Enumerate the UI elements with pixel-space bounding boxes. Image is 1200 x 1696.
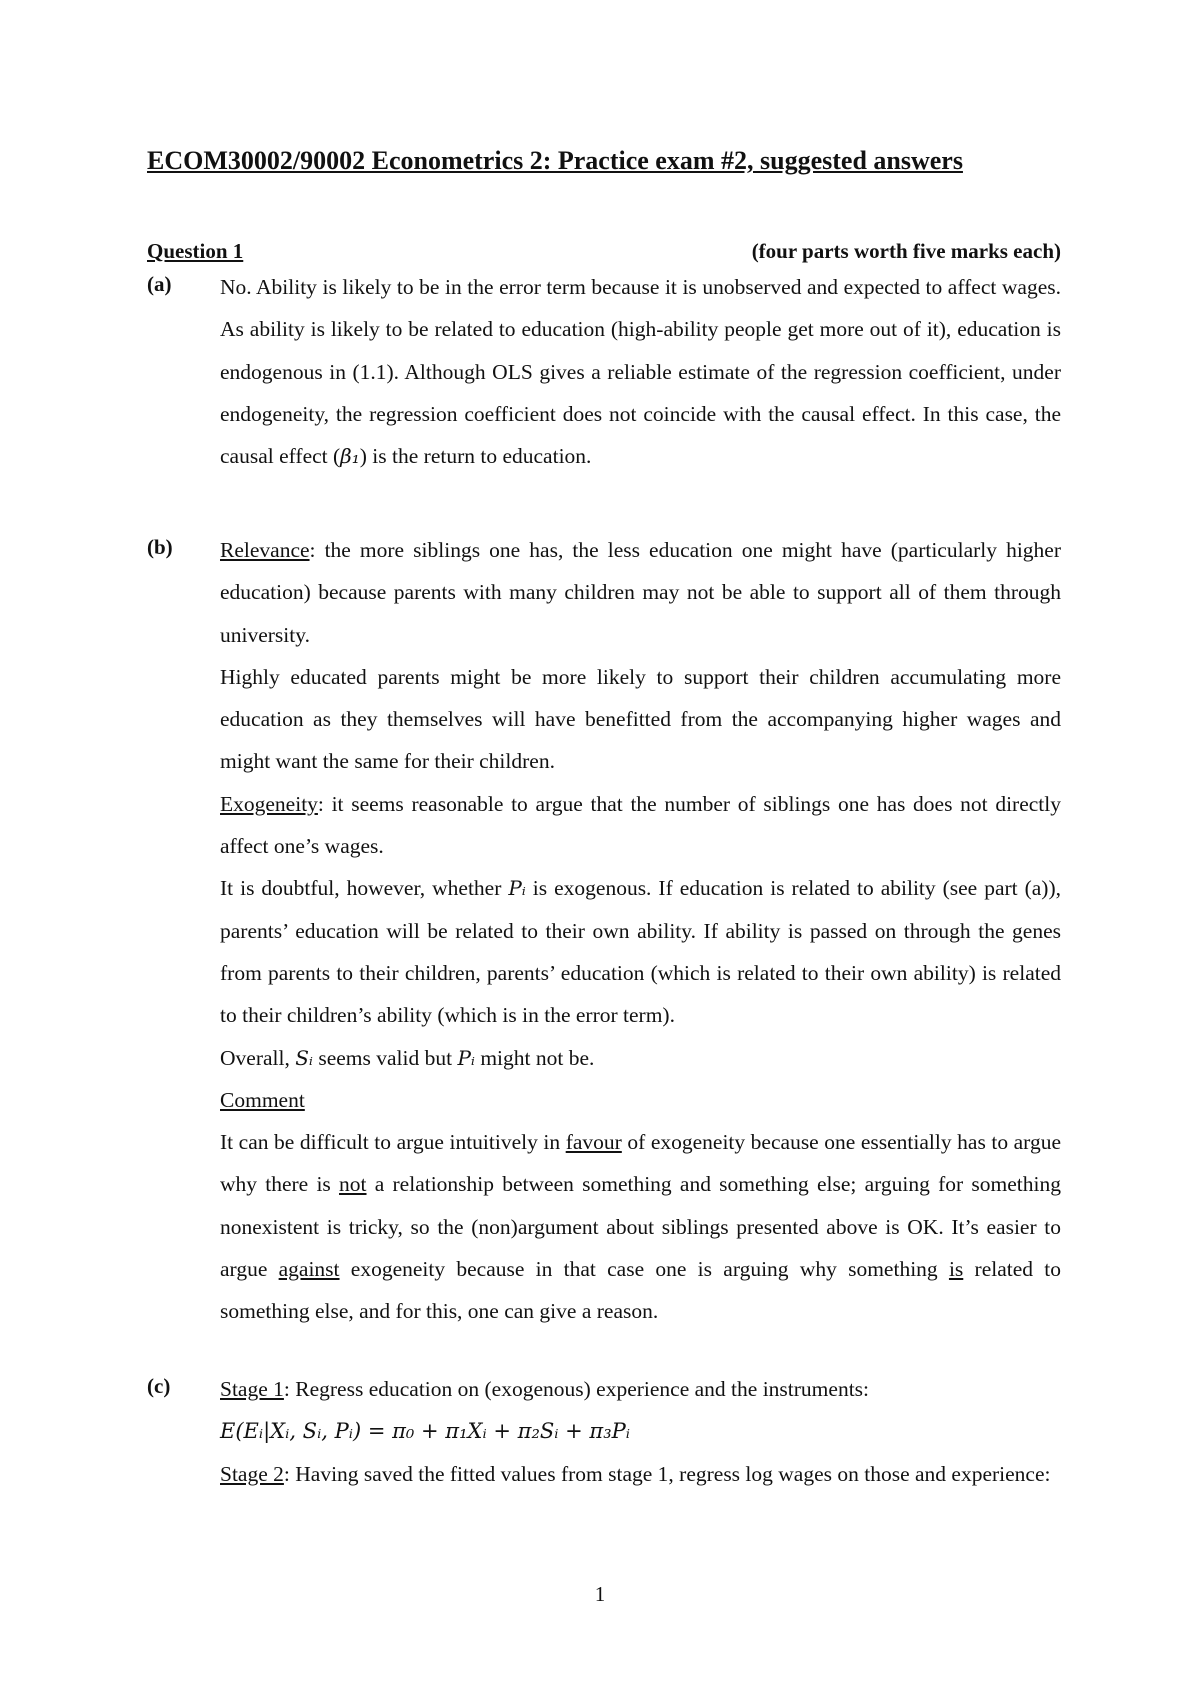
p-i-symbol: Pᵢ (457, 1045, 475, 1070)
part-c-label: (c) (147, 1374, 171, 1398)
parents-paragraph: Highly educated parents might be more likely to support their children accumulating more education as they themselves will have benefitted from the accompanying higher wages and might want the same for their children. (220, 664, 1061, 774)
beta-symbol: β₁ (340, 444, 360, 469)
relevance-heading: Relevance (220, 538, 310, 562)
part-a-paragraph: No. Ability is likely to be in the error term because it is unobserved and expected to affect wages. As ability is likely to be related to education (high-ability people get more out of it), education is endogenous in (1.1). Although OLS gives a reliable estimate of the regression coefficient, under endogeneity, the regression coefficient does not coincide with the causal effect. In this case, the causal effect (β₁) is the return to education. (220, 275, 1061, 469)
question-label: Question 1 (147, 239, 244, 263)
part-a-body (220, 266, 1061, 477)
stage1-equation: E(Eᵢ|Xᵢ, Sᵢ, Pᵢ) = π₀ + π₁Xᵢ + π₂Sᵢ + π₃Pᵢ (220, 1419, 630, 1444)
stage1-paragraph: Stage 1: Regress education on (exogenous) experience and the instruments: (220, 1377, 870, 1401)
page-number: 1 (594, 1582, 606, 1606)
relevance-paragraph: Relevance: the more siblings one has, the less education one might have (particularly higher education) because parents with many children may not be able to support all of them through university. (220, 538, 1061, 647)
page-title: ECOM30002/90002 Econometrics 2: Practice exam #2, suggested answers (147, 146, 963, 175)
doubtful-paragraph: It is doubtful, however, whether Pᵢ is exogenous. If education is related to ability (see part (a)), parents’ education will be related to their own ability. If ability is passed on through the genes from parents to their children, parents’ education (which is related to their own ability) is related to their children’s ability (which is in the error term). (220, 876, 1061, 1028)
part-b-body (220, 529, 1061, 1333)
part-c-body (220, 1368, 1061, 1495)
question-marks: (four parts worth five marks each) (751, 239, 1061, 263)
stage2-paragraph: Stage 2: Having saved the fitted values from stage 1, regress log wages on those and experience: (220, 1461, 1051, 1486)
overall-paragraph: Overall, Sᵢ seems valid but Pᵢ might not be. (220, 1045, 595, 1070)
exogeneity-paragraph: Exogeneity: it seems reasonable to argue that the number of siblings one has does not directly affect one’s wages. (220, 791, 1061, 859)
comment-heading: Comment (220, 1087, 305, 1112)
part-a-label: (a) (147, 272, 172, 296)
stage2-heading: Stage 2 (220, 1461, 284, 1486)
stage1-heading: Stage 1 (220, 1377, 284, 1401)
exogeneity-heading: Exogeneity (220, 791, 318, 816)
question-header (147, 239, 1061, 264)
part-b-label: (b) (147, 535, 173, 559)
comment-paragraph: It can be difficult to argue intuitively in favour of exogeneity because one essentially has to argue why there is not a relationship between something and something else; arguing for something nonexistent is tricky, so the (non)argument about siblings presented above is OK. It’s easier to argue against exogeneity because in that case one is arguing why something is related to something else, and for this, one can give a reason. (220, 1130, 1062, 1324)
s-i-symbol: Sᵢ (295, 1045, 313, 1070)
p-i-symbol: Pᵢ (508, 876, 526, 901)
